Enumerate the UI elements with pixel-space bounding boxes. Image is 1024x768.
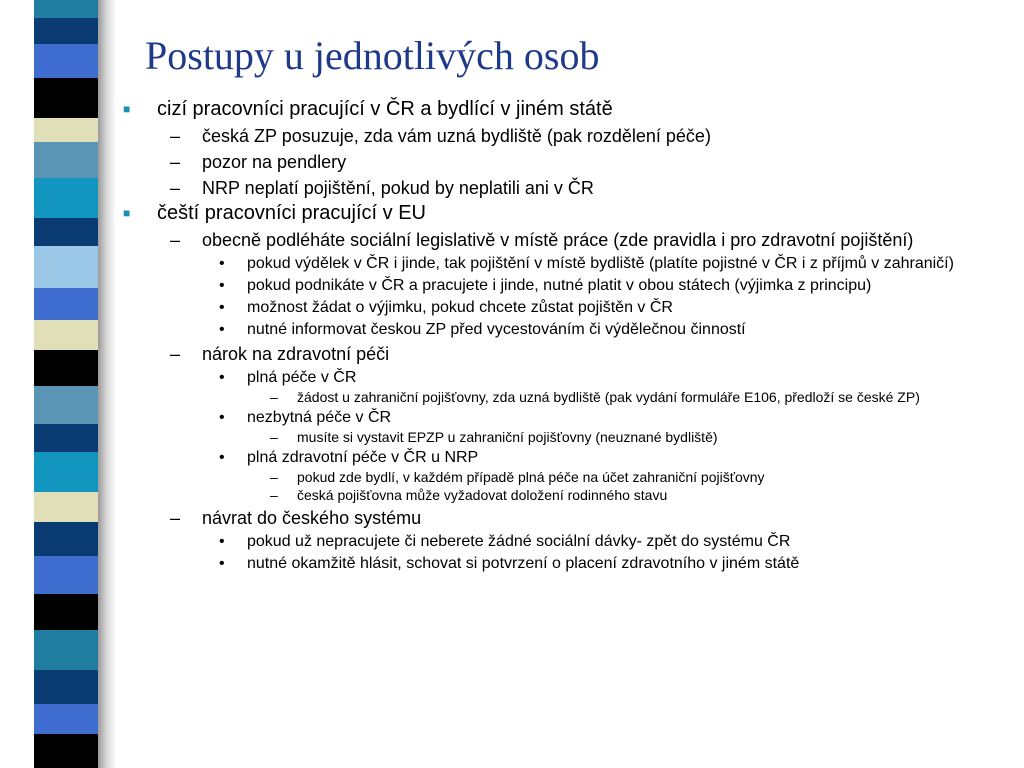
square-bullet-icon: ■ (123, 102, 131, 116)
stripe-segment (34, 704, 98, 734)
dash-bullet-icon: – (170, 230, 181, 250)
bullet-item-level-4 (120, 469, 980, 485)
bullet-list (120, 95, 980, 573)
bullet-text: NRP neplatí pojištění, pokud by neplatili ani v ČR (202, 178, 594, 198)
stripe-segment (34, 670, 98, 704)
dash-bullet-icon: – (270, 469, 278, 485)
stripe-segment (34, 424, 98, 452)
bullet-text: žádost u zahraniční pojišťovny, zda uzná bydliště (pak vydání formuláře E106, předloží se české ZP) (297, 389, 920, 405)
dot-bullet-icon: • (219, 449, 225, 466)
dash-bullet-icon: – (170, 152, 181, 172)
stripe-segment (34, 734, 98, 768)
bullet-item-level-3 (120, 254, 980, 273)
stripe-segment (34, 522, 98, 556)
bullet-item-level-3 (120, 298, 980, 317)
bullet-text: nutné informovat českou ZP před vycestováním či výdělečnou činností (247, 321, 746, 338)
dash-bullet-icon: – (170, 126, 181, 146)
bullet-text: pozor na pendlery (202, 152, 347, 172)
bullet-text: česká ZP posuzuje, zda vám uzná bydliště (pak rozdělení péče) (202, 126, 711, 146)
bullet-text: pokud už nepracujete či neberete žádné sociální dávky- zpět do systému ČR (247, 533, 791, 550)
stripe-segment (34, 246, 98, 288)
bullet-text: možnost žádat o výjimku, pokud chcete zůstat pojištěn v ČR (247, 299, 673, 316)
bullet-item-level-3 (120, 368, 980, 387)
bullet-text: nárok na zdravotní péči (202, 344, 390, 364)
dash-bullet-icon: – (270, 487, 278, 503)
bullet-text: nezbytná péče v ČR (247, 409, 392, 426)
stripe-segment (34, 556, 98, 594)
stripe-segment (34, 320, 98, 350)
bullet-text: cizí pracovníci pracující v ČR a bydlící v jiném státě (157, 98, 613, 120)
dash-bullet-icon: – (270, 429, 278, 445)
bullet-item-level-2 (120, 178, 980, 199)
dash-bullet-icon: – (170, 344, 181, 364)
stripe-segment (34, 18, 98, 44)
bullet-item-level-3 (120, 320, 980, 339)
bullet-item-level-2 (120, 126, 980, 147)
bullet-text: návrat do českého systému (202, 508, 422, 528)
bullet-item-level-1 (120, 201, 980, 225)
dash-bullet-icon: – (270, 389, 278, 405)
bullet-item-level-2 (120, 508, 980, 529)
stripe-segment (34, 178, 98, 218)
stripe-segment (34, 630, 98, 670)
bullet-item-level-1 (120, 97, 980, 121)
stripe-shadow (98, 0, 116, 768)
bullet-text: pokud podnikáte v ČR a pracujete i jinde, nutné platit v obou státech (výjimka z principu) (247, 277, 872, 294)
stripe-segment (34, 0, 98, 18)
bullet-text: obecně podléháte sociální legislativě v místě práce (zde pravidla i pro zdravotní pojištění) (202, 230, 914, 250)
bullet-item-level-3 (120, 276, 980, 295)
bullet-item-level-2 (120, 344, 980, 365)
dot-bullet-icon: • (219, 255, 225, 272)
bullet-item-level-4 (120, 487, 980, 503)
bullet-text: česká pojišťovna může vyžadovat doložení rodinného stavu (297, 487, 668, 503)
bullet-item-level-4 (120, 389, 980, 405)
stripe-segment (34, 594, 98, 630)
bullet-text: pokud zde bydlí, v každém případě plná péče na účet zahraniční pojišťovny (297, 469, 765, 485)
dash-bullet-icon: – (170, 178, 181, 198)
stripe-segment (34, 44, 98, 78)
slide-title: Postupy u jednotlivých osob (145, 33, 600, 78)
bullet-text: plná zdravotní péče v ČR u NRP (247, 449, 479, 466)
dot-bullet-icon: • (219, 299, 225, 316)
dot-bullet-icon: • (219, 277, 225, 294)
bullet-text: pokud výdělek v ČR i jinde, tak pojištění v místě bydliště (platíte pojistné v ČR i z příjmů v zahraničí) (247, 255, 954, 272)
bullet-item-level-4 (120, 429, 980, 445)
dash-bullet-icon: – (170, 508, 181, 528)
bullet-item-level-3 (120, 408, 980, 427)
stripe-segment (34, 492, 98, 522)
dot-bullet-icon: • (219, 369, 225, 386)
stripe-segment (34, 452, 98, 492)
bullet-text: nutné okamžitě hlásit, schovat si potvrzení o placení zdravotního v jiném státě (247, 555, 800, 572)
dot-bullet-icon: • (219, 533, 225, 550)
stripe-segment (34, 78, 98, 118)
dot-bullet-icon: • (219, 409, 225, 426)
stripe-segment (34, 118, 98, 142)
stripe-segment (34, 386, 98, 424)
dot-bullet-icon: • (219, 555, 225, 572)
bullet-item-level-2 (120, 230, 980, 251)
stripe-segment (34, 350, 98, 386)
bullet-text: musíte si vystavit EPZP u zahraniční pojišťovny (neuznané bydliště) (297, 429, 718, 445)
dot-bullet-icon: • (219, 321, 225, 338)
bullet-item-level-3 (120, 554, 980, 573)
decorative-stripe-bar (34, 0, 98, 768)
bullet-item-level-2 (120, 152, 980, 173)
bullet-text: plná péče v ČR (247, 369, 357, 386)
square-bullet-icon: ■ (123, 206, 131, 220)
bullet-item-level-3 (120, 532, 980, 551)
stripe-segment (34, 288, 98, 320)
bullet-item-level-3 (120, 448, 980, 467)
stripe-segment (34, 218, 98, 246)
bullet-text: čeští pracovníci pracující v EU (157, 202, 426, 224)
stripe-segment (34, 142, 98, 178)
